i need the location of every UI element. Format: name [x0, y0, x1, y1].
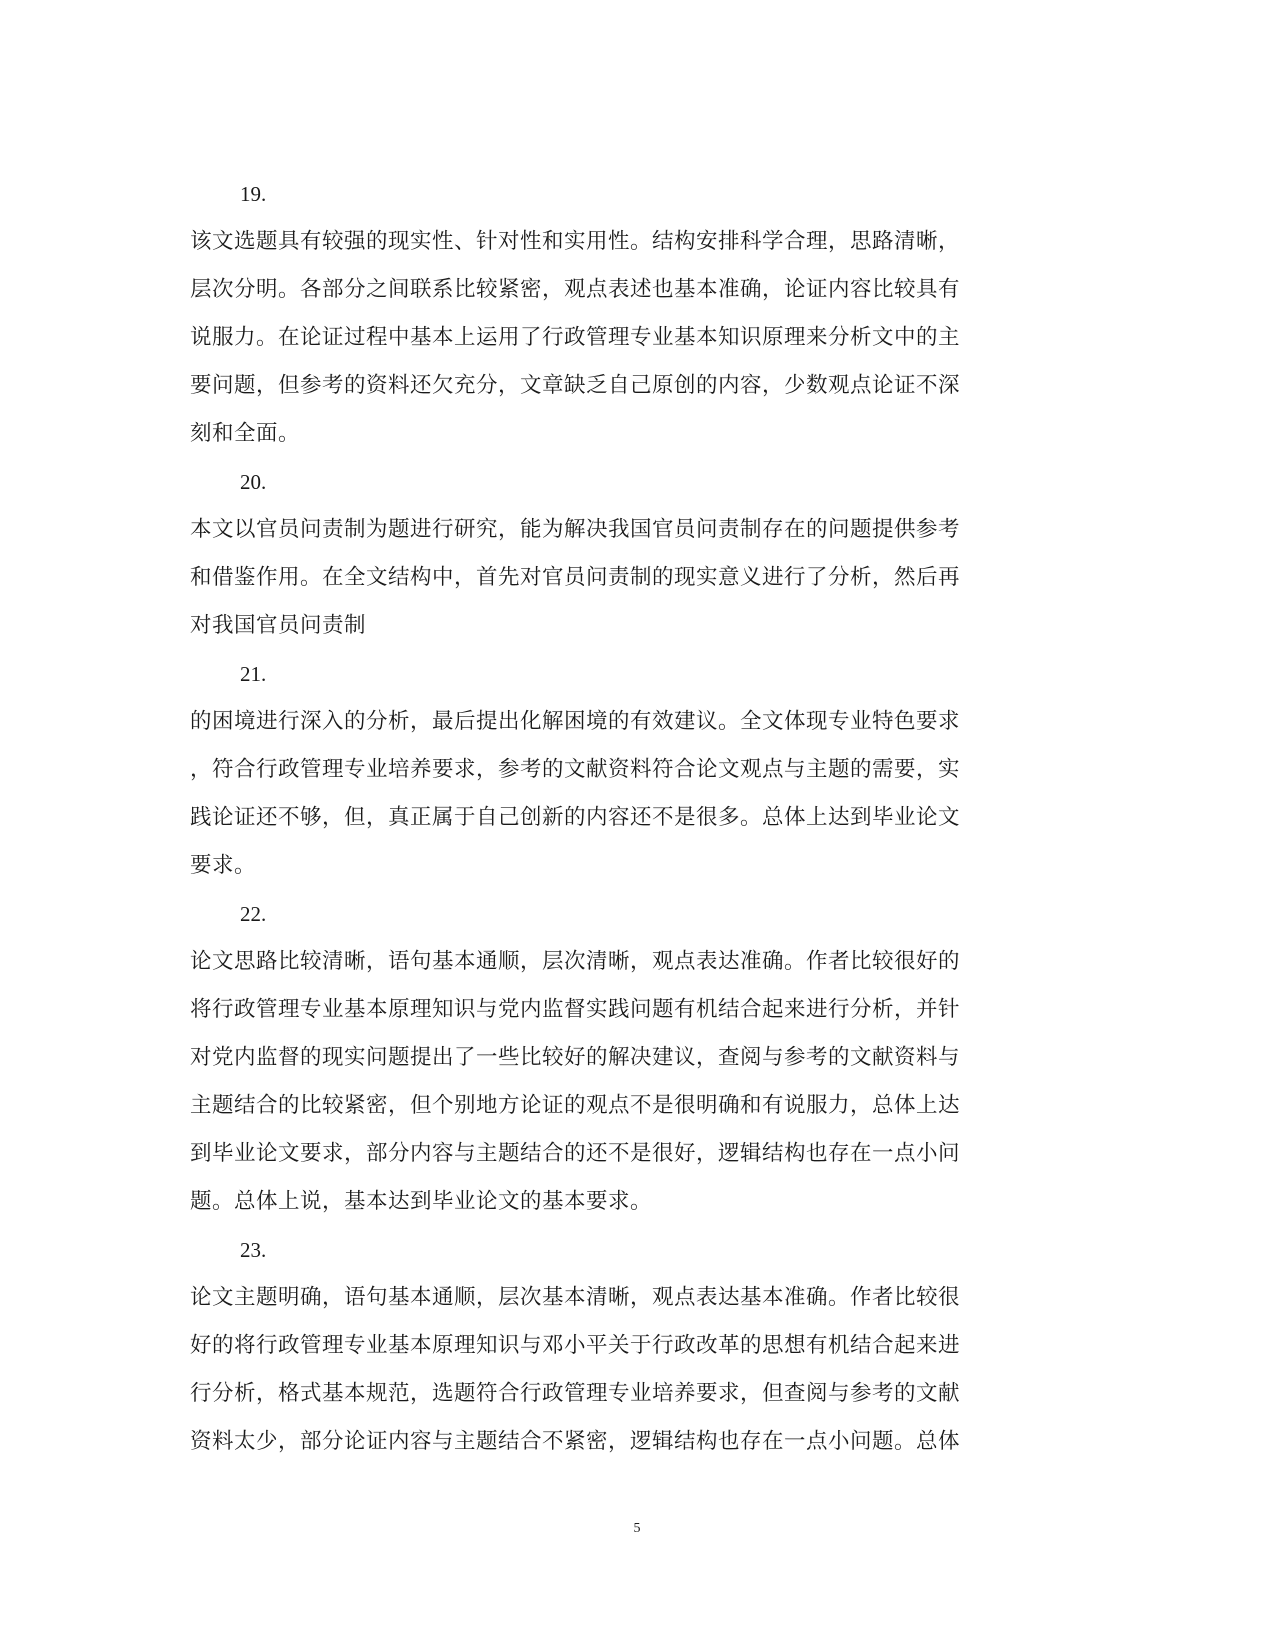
paragraph-line: 该文选题具有较强的现实性、针对性和实用性。结构安排科学合理，思路清晰，: [190, 229, 961, 254]
paragraph-line: 到毕业论文要求，部分内容与主题结合的还不是很好，逻辑结构也存在一点小问: [190, 1141, 961, 1166]
paragraph-line: 说服力。在论证过程中基本上运用了行政管理专业基本知识原理来分析文中的主: [190, 325, 961, 350]
paragraph-line: 资料太少，部分论证内容与主题结合不紧密，逻辑结构也存在一点小问题。总体: [190, 1429, 961, 1454]
paragraph-line: 好的将行政管理专业基本原理知识与邓小平关于行政改革的思想有机结合起来进: [190, 1333, 961, 1358]
paragraph-line: 刻和全面。: [190, 421, 301, 446]
comment-paragraph: [190, 938, 1070, 1226]
paragraph-line: 论文主题明确，语句基本通顺，层次基本清晰，观点表达基本准确。作者比较很: [190, 1285, 961, 1310]
comment-section: [190, 1226, 1070, 1466]
comment-section: [190, 890, 1070, 1226]
paragraph-line: 将行政管理专业基本原理知识与党内监督实践问题有机结合起来进行分析，并针: [190, 997, 961, 1022]
comment-paragraph: [190, 698, 1070, 890]
paragraph-line: 的困境进行深入的分析，最后提出化解困境的有效建议。全文体现专业特色要求: [190, 709, 961, 734]
comment-paragraph: [190, 218, 1070, 458]
paragraph-line: 要问题，但参考的资料还欠充分，文章缺乏自己原创的内容，少数观点论证不深: [190, 373, 961, 398]
document-body: [190, 170, 1070, 1466]
comment-paragraph: [190, 1274, 1070, 1466]
item-number: 23.: [240, 1238, 267, 1262]
comment-section: [190, 458, 1070, 650]
paragraph-line: 题。总体上说，基本达到毕业论文的基本要求。: [190, 1189, 653, 1214]
paragraph-line: 本文以官员问责制为题进行研究，能为解决我国官员问责制存在的问题提供参考: [190, 517, 961, 542]
paragraph-line: 对我国官员问责制: [190, 613, 367, 638]
comment-section: [190, 170, 1070, 458]
paragraph-line: 对党内监督的现实问题提出了一些比较好的解决建议，查阅与参考的文献资料与: [190, 1045, 961, 1070]
paragraph-line: 要求。: [190, 853, 257, 878]
comment-paragraph: [190, 506, 1070, 650]
item-number: 19.: [240, 182, 267, 206]
item-number: 22.: [240, 902, 267, 926]
paragraph-line: 和借鉴作用。在全文结构中，首先对官员问责制的现实意义进行了分析，然后再: [190, 565, 961, 590]
paragraph-line: 践论证还不够，但，真正属于自己创新的内容还不是很多。总体上达到毕业论文: [190, 805, 961, 830]
comment-section: [190, 650, 1070, 890]
item-number: 21.: [240, 662, 267, 686]
paragraph-line: ，符合行政管理专业培养要求，参考的文献资料符合论文观点与主题的需要，实: [190, 757, 961, 782]
paragraph-line: 论文思路比较清晰，语句基本通顺，层次清晰，观点表达准确。作者比较很好的: [190, 949, 961, 974]
paragraph-line: 主题结合的比较紧密，但个别地方论证的观点不是很明确和有说服力，总体上达: [190, 1093, 961, 1118]
page-number: 5: [633, 1521, 641, 1536]
paragraph-line: 行分析，格式基本规范，选题符合行政管理专业培养要求，但查阅与参考的文献: [190, 1381, 961, 1406]
item-number: 20.: [240, 470, 267, 494]
paragraph-line: 层次分明。各部分之间联系比较紧密，观点表述也基本准确，论证内容比较具有: [190, 277, 961, 302]
